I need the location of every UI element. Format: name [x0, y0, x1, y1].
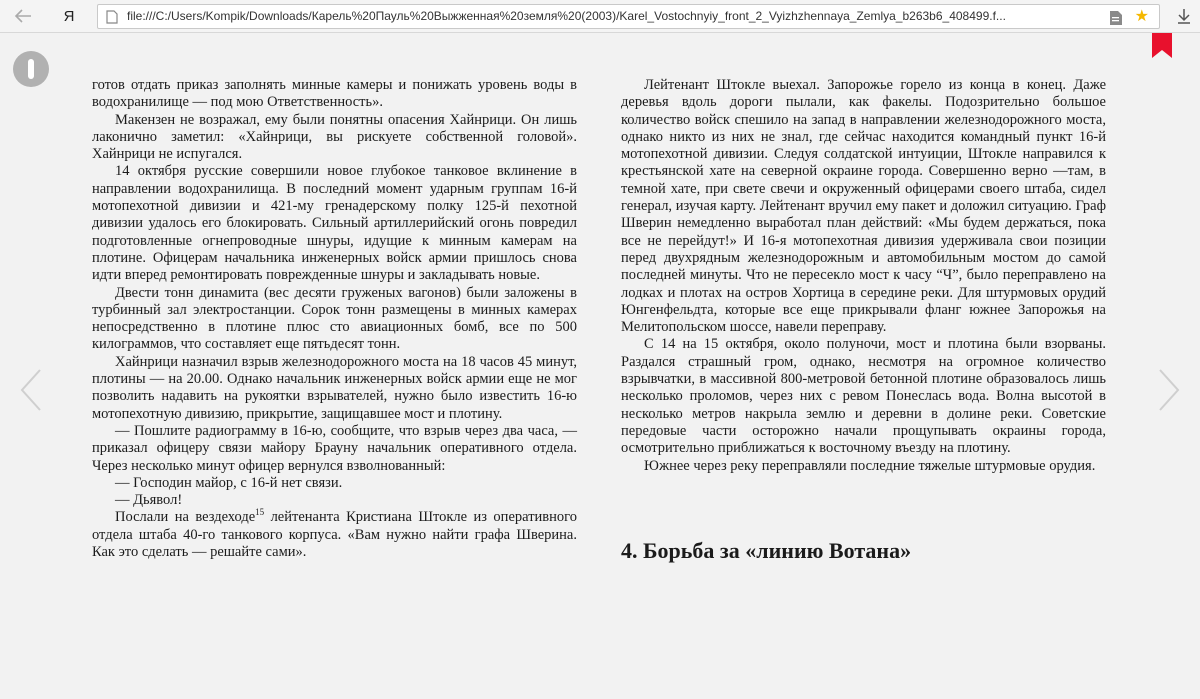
paragraph-text: Послали на вездеходе [115, 509, 256, 526]
address-bar[interactable] [97, 4, 1160, 29]
browser-toolbar [0, 0, 1200, 33]
paragraph: Двести тонн динамита (вес десяти груженых вагонов) были заложены в турбинный зал электростанции. Сорок тонн размещены в минных камерах непосредственно в плотине плюс сто авиационных бомб, все по 500 килограммов, что составляет еще пятьдесят тонн. [92, 284, 577, 353]
download-button[interactable] [1172, 4, 1196, 28]
yandex-logo-button[interactable]: Я [63, 7, 75, 25]
back-button[interactable] [10, 4, 36, 28]
pdf-document-view [0, 33, 1200, 699]
info-icon[interactable] [13, 51, 49, 87]
footnote-marker[interactable]: 15 [255, 507, 265, 518]
url-text[interactable]: file:///C:/Users/Kompik/Downloads/Карель%20Пауль%20Выжженная%20земля%20(2003)/Karel_Vostochnyiy_front_2_Vyizhzhennaya_Zemlya_b263b6_408499.f... [127, 9, 1006, 23]
paragraph: 14 октября русские совершили новое глубокое танковое вклинение в направлении водохранилища. В последний момент ударным группам 16-й мотопехотной дивизии и 421-му гренадерскому полку 125-й пехотной дивизии удалось его блокировать. Сильный артиллерийский огонь повредил подготовленные огнепроводные шнуры, идущие к минным камерам на плотине. Офицерам начальника инженерных войск армии пришлось снова идти вперед ремонтировать поврежденные шнуры и закладывать новые. [92, 163, 577, 284]
paragraph: — Пошлите радиограмму в 16-ю, сообщите, что взрыв через два часа, — приказал офицеру связи майору Брауну начальник оперативного отдела. Через несколько минут офицер вернулся взволнованный: [92, 422, 577, 474]
back-arrow-icon [14, 9, 32, 23]
paragraph: готов отдать приказ заполнять минные камеры и понижать уровень воды в водохранилище — под мою Ответственность». [92, 77, 577, 111]
paragraph: С 14 на 15 октября, около полуночи, мост и плотина были взорваны. Раздался страшный гром, однако, несмотря на огромное количество взрывчатки, в массивной 800-метровой бетонной плотине образовалось лишь несколько проломов, через них с ревом Понеслась вода. Волна высотой в несколько метров накрыла землю и деревни в долине реки. Советские передовые части осторожно начали прощупывать окраины города, осмотрительно приближаться к восточному въезду на плотину. [621, 336, 1106, 457]
paragraph-text: лейтенанта Кристиана Штокле из оперативного отдела штаба 40-го танкового корпуса. «Вам нужно найти графа Шверина. Как это сделать — решайте сами». [92, 509, 577, 561]
next-page-icon[interactable] [1156, 368, 1182, 412]
paragraph: — Господин майор, с 16-й нет связи. [115, 474, 343, 491]
paragraph: Макензен не возражал, ему были понятны опасения Хайнрици. Он лишь лаконично заметил: «Хайнрици, вы рискуете собственной головой». Хайнрици не испугался. [92, 111, 577, 163]
previous-page-icon[interactable] [18, 368, 44, 412]
chapter-heading: 4. Борьба за «линию Вотана» [621, 538, 912, 563]
right-page-column [621, 77, 1106, 475]
paragraph: Южнее через реку переправляли последние тяжелые штурмовые орудия. [644, 457, 1096, 474]
download-icon [1177, 8, 1191, 24]
paragraph: Лейтенант Штокле выехал. Запорожье горело из конца в конец. Даже деревья вдоль дороги пылали, как факелы. Подозрительно большое количество войск спешило на запад в направлении железнодорожного моста, однако никто из них не знал, где сейчас находится командный пункт 16-й мотопехотной дивизии. Следуя солдатской интуиции, Штокле направился к крестьянской хате на северной окраине города. Совершенно верно —там, в темной хате, при свете свечи и окруженный офицерами своего штаба, сидел генерал, изучая карту. Лейтенант вручил ему пакет и доложил ситуацию. Граф Шверин немедленно выработал план действий: «Мы будем держаться, пока все не перейдут!» И 16-я мотопехотная дивизия удерживала свои позиции перед двухрядным железнодорожным и автомобильным мостом до самой последней минуты. Что не пересекло мост к часу “Ч”, было переправлено на лодках и плотах на остров Хортица в середине реки. Для штурмовых орудий Юнгенфельдта, которые все еще прикрывали фланг южнее Запорожья на Мелитопольском шоссе, навели переправу. [621, 77, 1106, 336]
paragraph: Хайнрици назначил взрыв железнодорожного моста на 18 часов 45 минут, плотины — на 20.00. Однако начальник инженерных войск армии еще не мог позволить надавить на рукоятки взрывателей, нужно было известить 16-ю мотопехотную дивизию, прикрытие, защищавшее мост и плотину. [92, 353, 577, 422]
paragraph: — Дьявол! [115, 492, 183, 509]
page-icon [106, 10, 118, 24]
reader-mode-icon[interactable] [1109, 10, 1123, 26]
left-page-column [92, 77, 577, 561]
paragraph-with-footnote [92, 509, 577, 561]
star-icon[interactable]: ★ [1134, 6, 1149, 25]
